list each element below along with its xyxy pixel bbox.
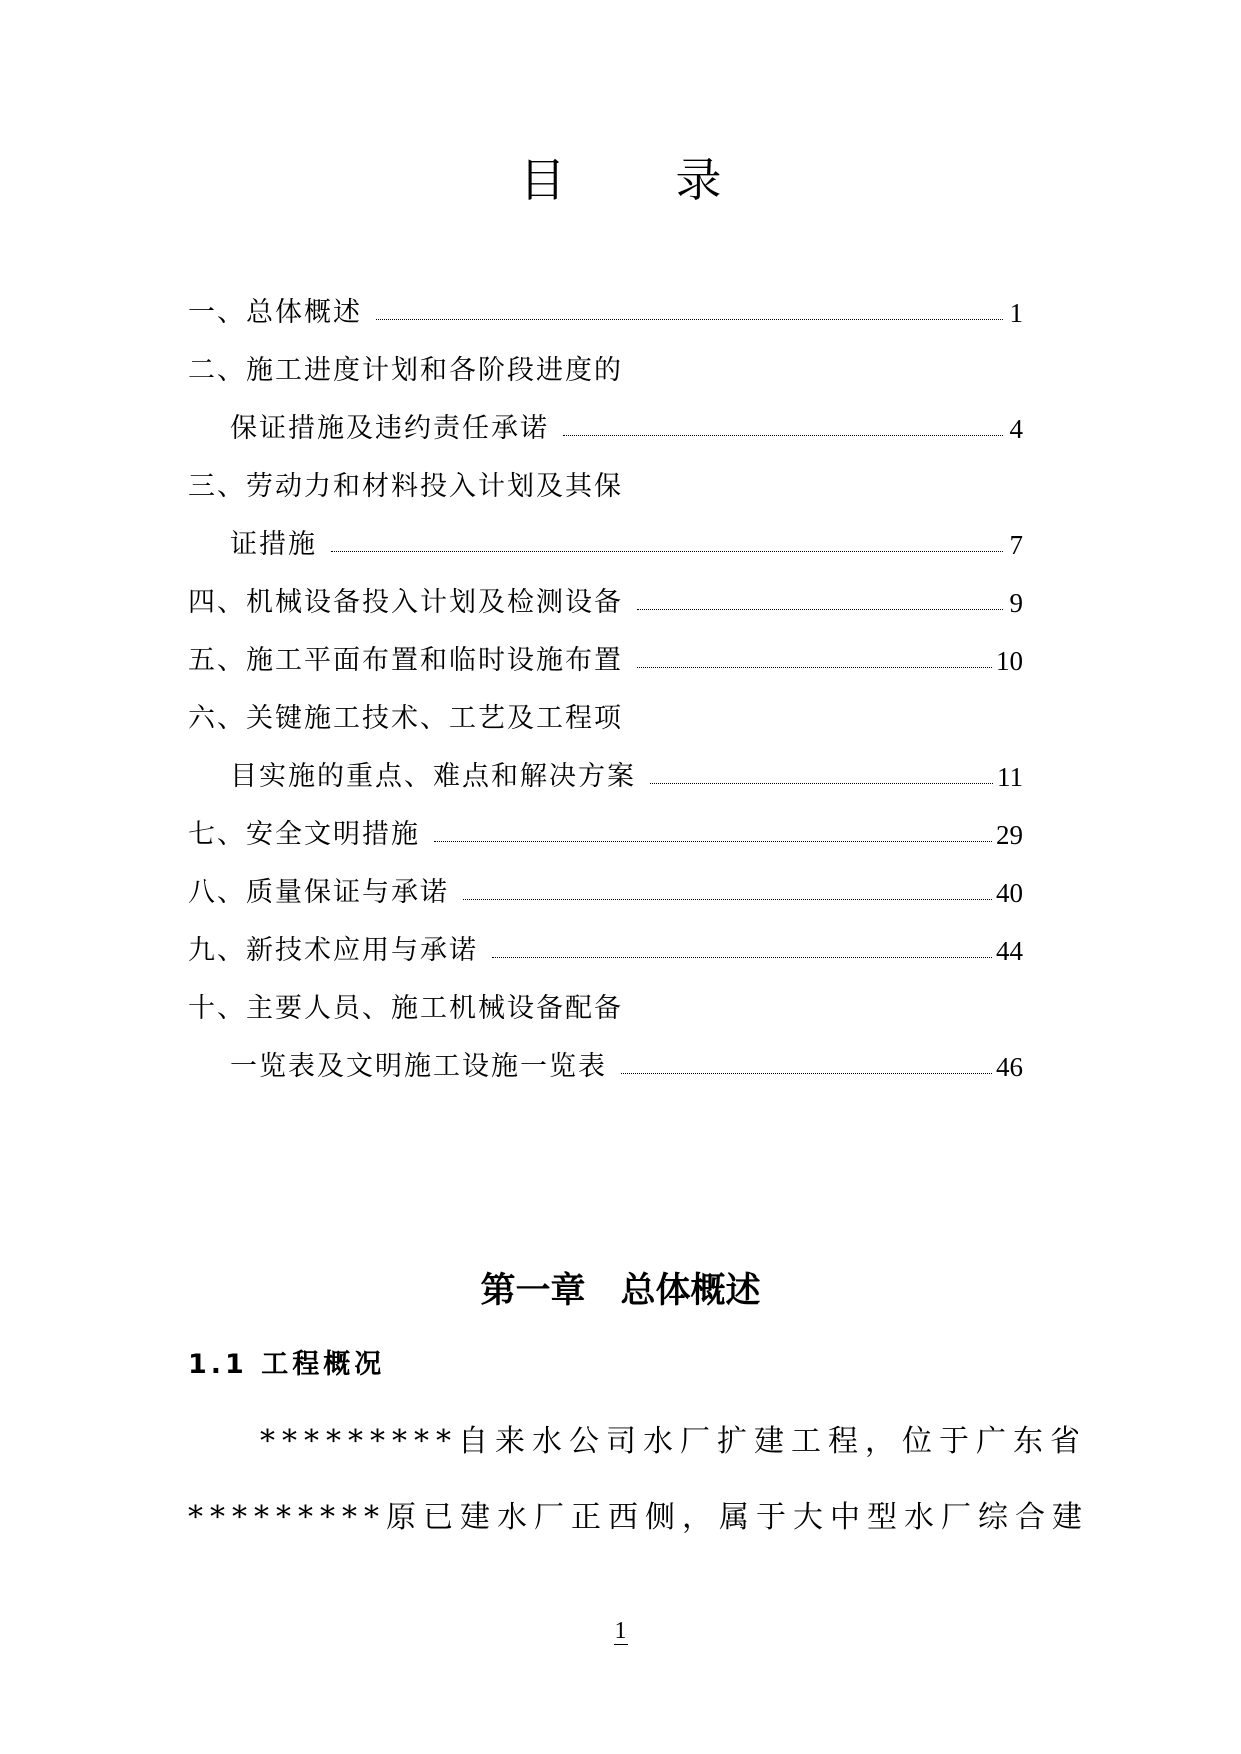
toc-dot-leader (492, 956, 992, 958)
toc-dot-leader (637, 608, 1003, 610)
toc-entry-page: 46 (996, 1052, 1023, 1082)
toc-entry (188, 696, 1023, 736)
toc-entry-label: 五、施工平面布置和临时设施布置 (188, 645, 623, 676)
toc-entry (188, 754, 1023, 794)
toc-entry-page: 7 (1009, 530, 1023, 560)
toc-dot-leader (637, 666, 992, 668)
toc-entry (188, 348, 1023, 388)
toc-entry (188, 406, 1023, 446)
toc-dot-leader (621, 1072, 992, 1074)
toc-entry-label: 八、质量保证与承诺 (188, 877, 449, 908)
toc-entry-page: 44 (996, 936, 1023, 966)
section-title: 1.1 工程概况 (188, 1349, 386, 1380)
toc-entry-page: 4 (1009, 414, 1023, 444)
toc-title-char-1: 目 (519, 153, 566, 207)
toc-entry-label: 目实施的重点、难点和解决方案 (230, 761, 636, 792)
toc-entry (188, 1044, 1023, 1084)
chapter-title: 第一章 总体概述 (480, 1271, 761, 1311)
toc-entry-label: 四、机械设备投入计划及检测设备 (188, 587, 623, 618)
toc-entry (188, 986, 1023, 1026)
toc-dot-leader (376, 318, 1003, 320)
toc-entry (188, 928, 1023, 968)
page-number-value: 1 (614, 1618, 627, 1644)
toc-dot-leader (434, 840, 992, 842)
toc-entry (188, 638, 1023, 678)
toc-entry-label: 保证措施及违约责任承诺 (230, 413, 549, 444)
toc-entry-label: 证措施 (230, 529, 317, 560)
toc-entry (188, 522, 1023, 562)
toc-entry-label: 一、总体概述 (188, 297, 362, 328)
toc-entry-label: 六、关键施工技术、工艺及工程项 (188, 703, 623, 734)
paragraph-line: *********原已建水厂正西侧，属于大中型水厂综合建 (188, 1500, 1089, 1535)
toc-entry (188, 812, 1023, 852)
toc-entry-label: 十、主要人员、施工机械设备配备 (188, 993, 623, 1024)
toc-entry-page: 1 (1009, 298, 1023, 328)
toc-entry-page: 10 (996, 646, 1023, 676)
paragraph-line: *********自来水公司水厂扩建工程，位于广东省 (260, 1424, 1087, 1459)
toc-dot-leader (331, 550, 1003, 552)
toc-entry (188, 870, 1023, 910)
toc-entry-label: 三、劳动力和材料投入计划及其保 (188, 471, 623, 502)
toc-entry-page: 29 (996, 820, 1023, 850)
toc-dot-leader (650, 782, 993, 784)
page-number (0, 1616, 1241, 1646)
toc-entry-label: 九、新技术应用与承诺 (188, 935, 478, 966)
toc-entry-page: 9 (1009, 588, 1023, 618)
toc-entry-page: 11 (997, 762, 1023, 792)
toc-entry-label: 一览表及文明施工设施一览表 (230, 1051, 607, 1082)
toc-title (0, 150, 1241, 210)
toc-entry (188, 580, 1023, 620)
toc-entry-label: 二、施工进度计划和各阶段进度的 (188, 355, 623, 386)
toc-entry (188, 290, 1023, 330)
toc-title-char-2: 录 (675, 153, 722, 207)
toc-dot-leader (463, 898, 992, 900)
toc-entry-label: 七、安全文明措施 (188, 819, 420, 850)
toc-entry-page: 40 (996, 878, 1023, 908)
toc-dot-leader (563, 434, 1003, 436)
toc-entry (188, 464, 1023, 504)
